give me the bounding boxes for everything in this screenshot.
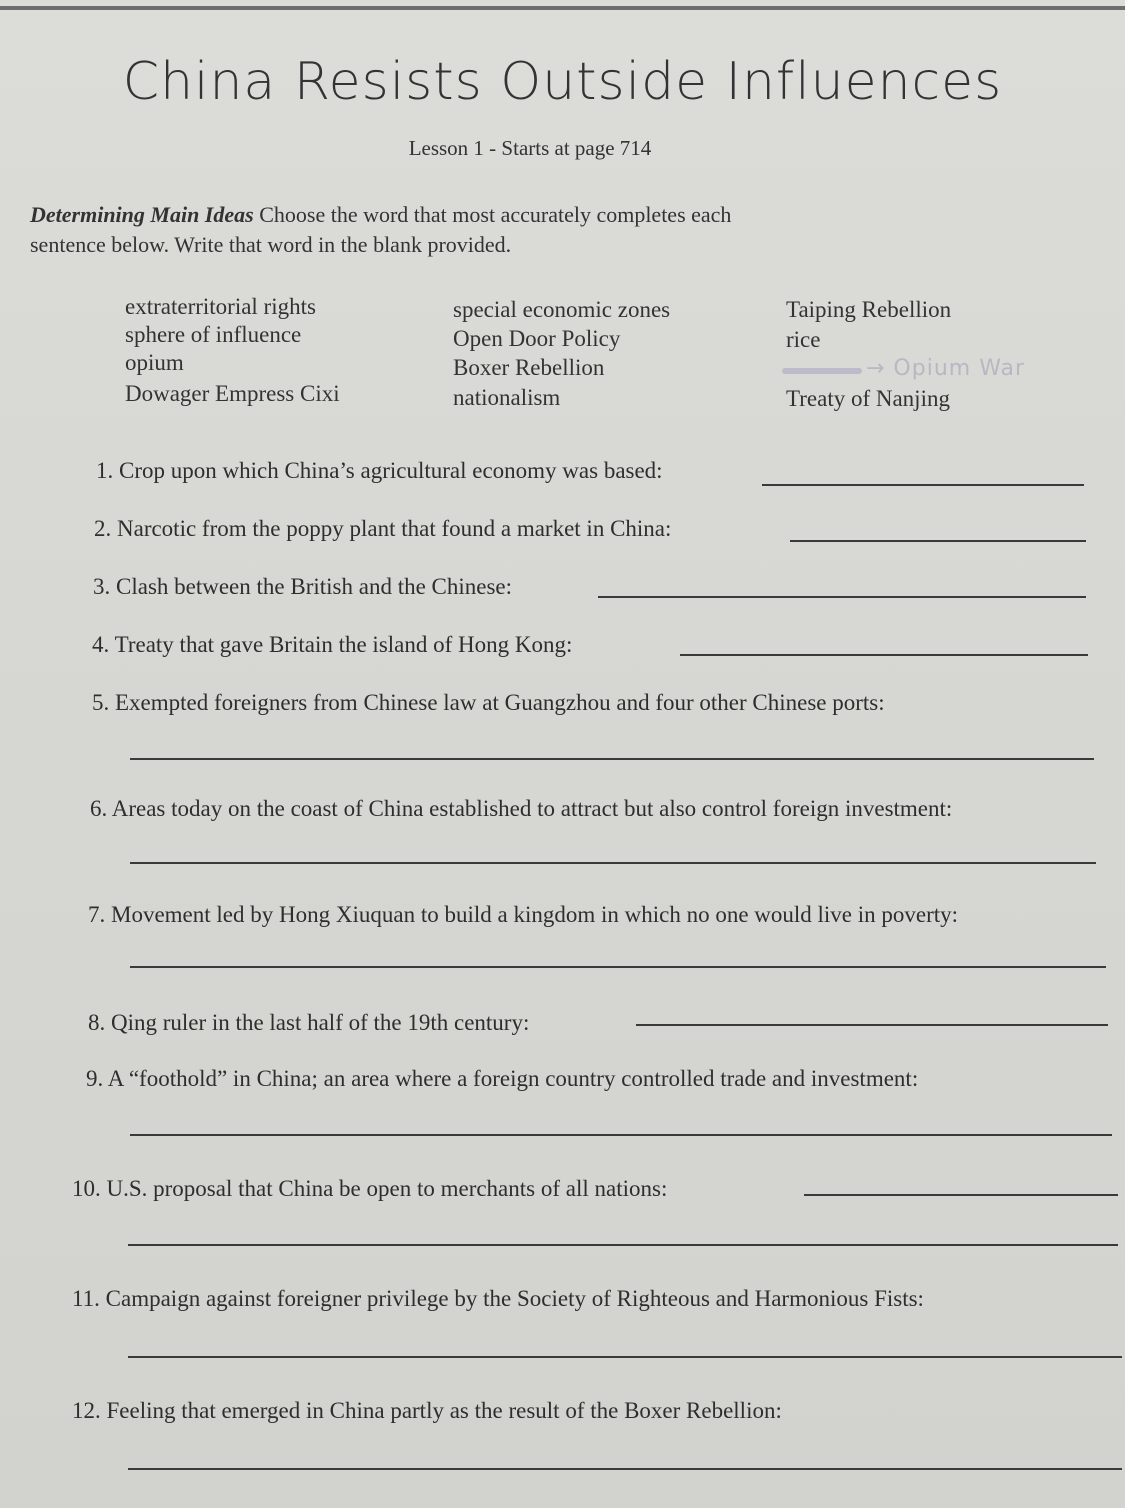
word-bank-item: Treaty of Nanjing [786, 386, 950, 411]
answer-blank-1[interactable] [762, 484, 1084, 486]
question-number: 9. [86, 1066, 104, 1091]
word-bank-item: Taiping Rebellion [786, 297, 952, 322]
pencil-scribble [782, 368, 862, 374]
question-text: Narcotic from the poppy plant that found a market in China: [117, 516, 672, 541]
question-6 [90, 796, 952, 822]
word-bank-item: Dowager Empress Cixi [125, 381, 340, 406]
question-8 [88, 1010, 529, 1036]
question-text: Crop upon which China’s agricultural economy was based: [119, 458, 663, 483]
question-number: 8. [88, 1010, 106, 1035]
word-bank-item: opium [125, 350, 184, 375]
question-4 [92, 632, 572, 658]
question-text: A “foothold” in China; an area where a foreign country controlled trade and investment: [107, 1066, 919, 1091]
question-9 [86, 1066, 918, 1092]
question-text: Qing ruler in the last half of the 19th century: [111, 1010, 530, 1035]
answer-blank-9[interactable] [130, 1134, 1112, 1136]
question-1 [96, 458, 663, 484]
question-3 [93, 574, 512, 600]
question-2 [94, 516, 671, 542]
answer-blank-11[interactable] [128, 1356, 1122, 1358]
answer-blank-4[interactable] [680, 654, 1088, 656]
instructions-line-1: Choose the word that most accurately completes each [259, 202, 732, 227]
word-bank-item: sphere of influence [125, 322, 302, 347]
instructions [30, 200, 930, 260]
question-number: 11. [72, 1286, 100, 1311]
answer-blank-6[interactable] [130, 862, 1096, 864]
question-number: 5. [92, 690, 110, 715]
question-number: 7. [88, 902, 106, 927]
answer-blank-8[interactable] [636, 1024, 1108, 1026]
answer-blank-7[interactable] [130, 966, 1106, 968]
question-number: 12. [72, 1398, 101, 1423]
word-bank-item: extraterritorial rights [125, 294, 316, 319]
question-text: Clash between the British and the Chinese: [116, 574, 513, 599]
question-text: Campaign against foreigner privilege by the Society of Righteous and Harmonious Fists: [105, 1286, 924, 1311]
question-text: Areas today on the coast of China established to attract but also control foreign investment: [111, 796, 953, 821]
question-7 [88, 902, 958, 928]
question-number: 1. [96, 458, 114, 483]
page-title: China Resists Outside Influences [122, 52, 1003, 112]
answer-blank-5[interactable] [130, 758, 1094, 760]
word-bank-item: nationalism [453, 385, 561, 410]
question-5 [92, 690, 885, 716]
question-text: U.S. proposal that China be open to merchants of all nations: [106, 1176, 668, 1201]
question-10 [72, 1176, 667, 1202]
top-rule [0, 6, 1125, 10]
handwritten-note: → Opium War [866, 356, 1026, 381]
question-text: Movement led by Hong Xiuquan to build a kingdom in which no one would live in poverty: [111, 902, 959, 927]
instructions-lead: Determining Main Ideas [30, 202, 254, 227]
word-bank-item: rice [786, 327, 821, 352]
question-text: Feeling that emerged in China partly as the result of the Boxer Rebellion: [106, 1398, 782, 1423]
word-bank-item: Open Door Policy [453, 326, 621, 351]
page-subtitle: Lesson 1 - Starts at page 714 [408, 136, 652, 160]
answer-blank-10a[interactable] [804, 1194, 1118, 1196]
word-bank-item: special economic zones [453, 297, 671, 322]
answer-blank-12[interactable] [128, 1468, 1122, 1470]
question-11 [72, 1286, 924, 1312]
question-text: Exempted foreigners from Chinese law at Guangzhou and four other Chinese ports: [115, 690, 885, 715]
question-number: 10. [72, 1176, 101, 1201]
question-number: 2. [94, 516, 112, 541]
question-number: 3. [93, 574, 111, 599]
answer-blank-2[interactable] [790, 540, 1086, 542]
instructions-line-2: sentence below. Write that word in the blank provided. [30, 232, 512, 257]
question-text: Treaty that gave Britain the island of Hong Kong: [114, 632, 573, 657]
question-number: 4. [92, 632, 110, 657]
question-12 [72, 1398, 782, 1424]
answer-blank-3[interactable] [598, 596, 1086, 598]
question-number: 6. [90, 796, 108, 821]
answer-blank-10b[interactable] [128, 1244, 1118, 1246]
word-bank-item: Boxer Rebellion [453, 355, 605, 380]
